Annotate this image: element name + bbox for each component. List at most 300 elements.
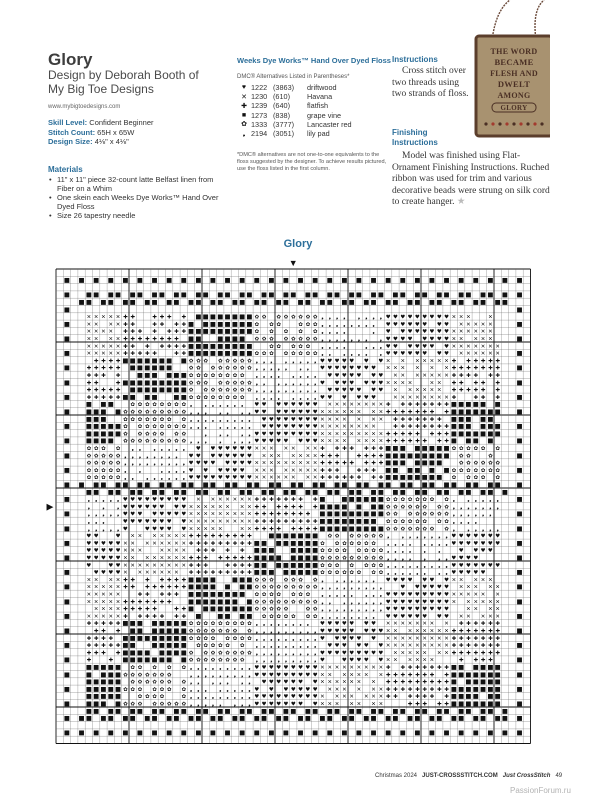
stitch-mark: ❟ bbox=[189, 409, 193, 416]
stitch-mark: ■ bbox=[217, 290, 224, 299]
stitch-mark: ✕ bbox=[152, 533, 157, 540]
stitch-mark: ✿ bbox=[385, 504, 391, 511]
stitch-mark: ✿ bbox=[298, 329, 303, 336]
stitch-mark: ♥ bbox=[385, 336, 391, 343]
stitch-mark: ✚ bbox=[93, 358, 99, 365]
stitch-mark: ■ bbox=[480, 414, 487, 423]
stitch-mark: ✿ bbox=[407, 526, 413, 533]
stitch-mark: ❟ bbox=[445, 555, 448, 562]
stitch-mark: ✕ bbox=[385, 358, 391, 365]
stitch-mark: ■ bbox=[428, 298, 435, 307]
stitch-mark: ■ bbox=[487, 684, 494, 693]
stitch-mark: ✕ bbox=[495, 584, 500, 591]
stitch-mark: ✿ bbox=[283, 336, 289, 343]
stitch-mark: ♥ bbox=[414, 606, 420, 613]
stitch-mark: ✚ bbox=[415, 416, 420, 423]
stitch-mark: ✿ bbox=[217, 628, 223, 635]
stitch-mark: ✚ bbox=[407, 409, 413, 416]
stitch-mark: ■ bbox=[487, 276, 494, 285]
stitch-mark: ♥ bbox=[254, 402, 260, 409]
stitch-mark: ■ bbox=[107, 400, 114, 409]
floss-row bbox=[237, 120, 352, 129]
stitch-mark: ■ bbox=[348, 495, 355, 504]
stitch-mark: ✚ bbox=[261, 519, 267, 526]
stitch-mark: ✕ bbox=[327, 665, 333, 672]
stitch-mark: ♥ bbox=[283, 402, 289, 409]
stitch-mark: ♥ bbox=[181, 526, 187, 533]
stitch-mark: ■ bbox=[93, 677, 100, 686]
stitch-mark: ✕ bbox=[444, 643, 449, 650]
stitch-mark: ♥ bbox=[203, 460, 209, 467]
stitch-mark: ❟ bbox=[350, 606, 353, 613]
stitch-mark: ✕ bbox=[108, 613, 114, 620]
stitch-mark: ■ bbox=[239, 312, 246, 321]
stitch-mark: ✿ bbox=[254, 336, 260, 343]
stitch-mark: ✕ bbox=[466, 321, 471, 328]
stitch-mark: ■ bbox=[217, 341, 224, 350]
stitch-mark: ■ bbox=[348, 706, 355, 715]
stitch-mark: ✿ bbox=[269, 351, 274, 358]
stitch-mark: ✚ bbox=[101, 373, 106, 380]
stitch-mark: ✿ bbox=[152, 431, 157, 438]
stitch-mark: ■ bbox=[341, 298, 348, 307]
stitch-mark: ❟ bbox=[438, 562, 441, 569]
stitch-mark: ✕ bbox=[466, 613, 471, 620]
stitch-mark: ■ bbox=[290, 546, 297, 555]
photo-line: GLORY bbox=[500, 104, 528, 112]
stitch-mark: ❟ bbox=[365, 606, 368, 613]
stitch-mark: ❟ bbox=[284, 628, 288, 635]
stitch-mark: ❟ bbox=[248, 701, 251, 708]
stitch-mark: ■ bbox=[348, 290, 355, 299]
stitch-mark: ❟ bbox=[168, 475, 171, 482]
stitch-mark: ❟ bbox=[481, 497, 485, 504]
stitch-mark: ♥ bbox=[407, 592, 413, 599]
stitch-mark: ❟ bbox=[335, 314, 339, 321]
stitch-mark: ✕ bbox=[429, 380, 435, 387]
stitch-mark: ✿ bbox=[349, 533, 354, 540]
stitch-mark: ♥ bbox=[225, 475, 230, 482]
designer-website[interactable]: www.mybigtoedesigns.com bbox=[48, 104, 121, 110]
stitch-mark: ■ bbox=[385, 714, 392, 723]
stitch-mark: ✕ bbox=[480, 321, 486, 328]
stitch-mark: ■ bbox=[465, 422, 472, 431]
stitch-mark: ✿ bbox=[159, 438, 165, 445]
stitch-mark: ■ bbox=[392, 473, 399, 482]
stitch-mark: ♥ bbox=[341, 387, 347, 394]
stitch-mark: ■ bbox=[115, 670, 122, 679]
stitch-mark: ✿ bbox=[86, 467, 92, 474]
stitch-mark: ■ bbox=[151, 298, 158, 307]
stitch-mark: ♥ bbox=[349, 628, 355, 635]
stitch-mark: ♥ bbox=[422, 321, 428, 328]
floss-row bbox=[237, 101, 352, 110]
stitch-mark: ■ bbox=[151, 392, 158, 401]
stitch-mark: ✿ bbox=[86, 446, 92, 453]
stitch-mark: ♥ bbox=[429, 329, 435, 336]
stitch-mark: ❟ bbox=[387, 555, 390, 562]
stitch-mark: ✿ bbox=[473, 467, 479, 474]
stitch-mark: ✚ bbox=[283, 511, 289, 518]
stitch-mark: ■ bbox=[414, 276, 421, 285]
stitch-mark: ■ bbox=[115, 692, 122, 701]
stitch-mark: ■ bbox=[209, 276, 216, 285]
stitch-mark: ♥ bbox=[363, 394, 369, 401]
site-url[interactable]: JUST-CROSSSTITCH.COM bbox=[422, 773, 498, 779]
stitch-mark: ✚ bbox=[247, 555, 252, 562]
stitch-mark: ■ bbox=[297, 298, 304, 307]
stitch-mark: ✚ bbox=[137, 329, 143, 336]
stitch-mark: ■ bbox=[180, 619, 187, 628]
stitch-mark: ✿ bbox=[174, 402, 179, 409]
stitch-mark: ❟ bbox=[474, 511, 477, 518]
stitch-mark: ❟ bbox=[233, 402, 236, 409]
stitch-mark: ✿ bbox=[371, 555, 376, 562]
stitch-mark: ♥ bbox=[327, 621, 333, 628]
stitch-mark: ■ bbox=[166, 641, 173, 650]
stitch-mark: ♥ bbox=[487, 533, 493, 540]
stitch-mark: ♥ bbox=[305, 431, 311, 438]
stitch-mark: ✕ bbox=[181, 562, 187, 569]
stitch-mark: ♥ bbox=[305, 416, 311, 423]
stitch-mark: ✿ bbox=[225, 387, 230, 394]
stitch-mark: ■ bbox=[115, 487, 122, 496]
stitch-mark: ✚ bbox=[495, 621, 500, 628]
stitch-mark: ❟ bbox=[379, 343, 382, 350]
stitch-mark: ✚ bbox=[327, 460, 333, 467]
stitch-mark: ✕ bbox=[210, 504, 216, 511]
stitch-mark: ✚ bbox=[466, 365, 471, 372]
stitch-mark: ✿ bbox=[232, 373, 238, 380]
stitch-mark: ♥ bbox=[217, 467, 223, 474]
stitch-mark: ✕ bbox=[422, 628, 427, 635]
stitch-mark: ❟ bbox=[277, 635, 280, 642]
stitch-mark: ♥ bbox=[276, 672, 282, 679]
stitch-mark: ❟ bbox=[124, 467, 127, 474]
stitch-mark: ❟ bbox=[335, 343, 339, 350]
stitch-mark: ✕ bbox=[407, 657, 413, 664]
stitch-mark: ❟ bbox=[343, 584, 346, 591]
stitch-mark: ❟ bbox=[255, 358, 258, 365]
stitch-mark: ■ bbox=[421, 458, 428, 467]
stitch-mark: ■ bbox=[312, 487, 319, 496]
stitch-mark: ♥ bbox=[298, 686, 303, 693]
floss-number: 1222 bbox=[251, 83, 268, 93]
stitch-mark: ❟ bbox=[365, 592, 368, 599]
stitch-mark: ❟ bbox=[365, 577, 368, 584]
stitch-mark: ❟ bbox=[445, 533, 448, 540]
stitch-mark: ✚ bbox=[225, 570, 230, 577]
stitch-mark: ❟ bbox=[95, 511, 98, 518]
stitch-mark: ✕ bbox=[327, 672, 333, 679]
stitch-mark: ✕ bbox=[261, 453, 267, 460]
stitch-mark: ♥ bbox=[436, 606, 442, 613]
stitch-mark: ✕ bbox=[349, 665, 354, 672]
stitch-mark: ✿ bbox=[458, 446, 464, 453]
stitch-mark: ■ bbox=[428, 444, 435, 453]
stitch-mark: ♥ bbox=[254, 438, 260, 445]
stitch-mark: ✚ bbox=[123, 584, 128, 591]
stitch-mark: ♥ bbox=[101, 540, 106, 547]
stitch-mark: ■ bbox=[516, 538, 523, 547]
stitch-mark: ✿ bbox=[356, 555, 362, 562]
stitch-mark: ♥ bbox=[122, 511, 128, 518]
stitch-mark: ✚ bbox=[429, 409, 435, 416]
stitch-mark: ■ bbox=[136, 728, 143, 737]
stitch-mark: ✕ bbox=[393, 387, 398, 394]
stitch-mark: ✕ bbox=[188, 526, 194, 533]
stitch-mark: ✕ bbox=[232, 519, 238, 526]
stitch-mark: ✿ bbox=[188, 628, 194, 635]
materials-heading: Materials bbox=[48, 165, 83, 174]
stitch-mark: ✚ bbox=[400, 402, 406, 409]
stitch-mark: ✿ bbox=[436, 504, 442, 511]
stitch-mark: ■ bbox=[217, 714, 224, 723]
stitch-mark: ✚ bbox=[86, 657, 92, 664]
stitch-mark: ✕ bbox=[334, 431, 340, 438]
stitch-mark: ❟ bbox=[438, 548, 441, 555]
stitch-mark: ■ bbox=[428, 451, 435, 460]
stitch-mark: ■ bbox=[268, 487, 275, 496]
stitch-mark: ■ bbox=[377, 706, 384, 715]
stitch-mark: ✿ bbox=[429, 511, 435, 518]
stitch-mark: ■ bbox=[231, 604, 238, 613]
design-size bbox=[48, 137, 154, 147]
stitch-mark: ■ bbox=[107, 663, 114, 672]
stitch-mark: ■ bbox=[487, 699, 494, 708]
stitch-mark: ■ bbox=[458, 429, 465, 438]
stitch-mark: ■ bbox=[355, 728, 362, 737]
stitch-mark: ❟ bbox=[394, 540, 397, 547]
stitch-mark: ✚ bbox=[451, 380, 457, 387]
stitch-mark: ✿ bbox=[181, 701, 187, 708]
stitch-mark: ❟ bbox=[219, 665, 222, 672]
stitch-mark: ♥ bbox=[371, 365, 376, 372]
stitch-mark: ✕ bbox=[101, 343, 106, 350]
stitch-mark: ✚ bbox=[254, 519, 260, 526]
stitch-mark: ❟ bbox=[365, 613, 368, 620]
stitch-mark: ■ bbox=[516, 363, 523, 372]
stitch-mark: ❟ bbox=[233, 701, 236, 708]
stitch-mark: ■ bbox=[516, 276, 523, 285]
stitch-mark: ♥ bbox=[217, 446, 223, 453]
stitch-mark: ♥ bbox=[312, 701, 318, 708]
stitch-mark: ✕ bbox=[371, 679, 376, 686]
stitch-mark: ✿ bbox=[327, 562, 333, 569]
stitch-mark: ♥ bbox=[152, 497, 157, 504]
stitch-mark: ✚ bbox=[210, 548, 216, 555]
stitch-mark: ✕ bbox=[144, 555, 150, 562]
stitch-mark: ■ bbox=[326, 517, 333, 526]
stitch-mark: ♥ bbox=[407, 336, 413, 343]
stitch-mark: ■ bbox=[115, 429, 122, 438]
stitch-mark: ■ bbox=[129, 298, 136, 307]
stitch-mark: ✚ bbox=[400, 409, 406, 416]
stitch-mark: ✚ bbox=[385, 665, 391, 672]
stitch-mark: ■ bbox=[261, 553, 268, 562]
stitch-mark: ♥ bbox=[414, 351, 420, 358]
stitch-mark: ❟ bbox=[306, 373, 309, 380]
stitch-mark: ✿ bbox=[298, 351, 303, 358]
stitch-mark: ■ bbox=[115, 663, 122, 672]
stitch-mark: ✿ bbox=[232, 394, 238, 401]
stitch-mark: ✿ bbox=[181, 679, 187, 686]
stitch-mark: ✕ bbox=[327, 679, 333, 686]
stitch-mark: ✕ bbox=[254, 475, 260, 482]
stitch-mark: ❟ bbox=[306, 387, 309, 394]
stitch-mark: ✚ bbox=[320, 460, 325, 467]
stitch-mark: ■ bbox=[472, 436, 479, 445]
stitch-mark: ✿ bbox=[166, 402, 172, 409]
stitch-mark: ✕ bbox=[393, 628, 398, 635]
stitch-mark: ✕ bbox=[444, 635, 449, 642]
stitch-mark: ♥ bbox=[239, 453, 245, 460]
stitch-mark: ✕ bbox=[130, 562, 135, 569]
floss-key bbox=[237, 83, 352, 138]
stitch-mark: ✕ bbox=[254, 446, 260, 453]
stitch-mark: ✕ bbox=[458, 321, 464, 328]
stitch-mark: ■ bbox=[290, 553, 297, 562]
stitch-mark: ■ bbox=[414, 458, 421, 467]
stitch-mark: ✚ bbox=[247, 562, 252, 569]
stitch-mark: ✚ bbox=[334, 460, 340, 467]
stitch-mark: ■ bbox=[516, 319, 523, 328]
stitch-mark: ✕ bbox=[181, 548, 187, 555]
stitch-mark: ✚ bbox=[480, 365, 486, 372]
stitch-mark: ✕ bbox=[152, 555, 157, 562]
stitch-mark: ♥ bbox=[276, 694, 282, 701]
stitch-mark: ✿ bbox=[495, 467, 500, 474]
stitch-mark: ✿ bbox=[225, 365, 230, 372]
stitch-mark: ✿ bbox=[276, 584, 281, 591]
stitch-mark: ♥ bbox=[86, 555, 92, 562]
stitch-mark: ■ bbox=[253, 714, 260, 723]
stitch-mark: ✚ bbox=[473, 387, 479, 394]
stitch-mark: ❟ bbox=[226, 431, 229, 438]
stitch-mark: ❟ bbox=[284, 621, 288, 628]
stitch-mark: ■ bbox=[392, 298, 399, 307]
stitch-mark: ■ bbox=[224, 597, 231, 606]
stitch-mark: ✚ bbox=[444, 672, 449, 679]
stitch-mark: ✕ bbox=[415, 387, 420, 394]
stitch-mark: ✕ bbox=[342, 402, 347, 409]
stitch-mark: ♥ bbox=[101, 548, 106, 555]
stitch-mark: ■ bbox=[516, 655, 523, 664]
stitch-mark: ■ bbox=[436, 706, 443, 715]
stitch-mark: ♥ bbox=[290, 424, 296, 431]
stitch-mark: ✕ bbox=[480, 329, 486, 336]
stitch-mark: ♥ bbox=[298, 701, 303, 708]
stitch-mark: ✚ bbox=[363, 460, 369, 467]
stitch-mark: ■ bbox=[428, 714, 435, 723]
stitch-mark: ■ bbox=[494, 298, 501, 307]
stitch-mark: ✿ bbox=[159, 409, 165, 416]
stitch-mark: ❟ bbox=[401, 570, 404, 577]
stitch-mark: ♥ bbox=[356, 387, 362, 394]
stitch-mark: ■ bbox=[63, 276, 70, 285]
stitch-mark: ✕ bbox=[473, 321, 479, 328]
stitch-mark: ✿ bbox=[203, 657, 208, 664]
stitch-mark: ■ bbox=[115, 684, 122, 693]
stitch-mark: ✿ bbox=[159, 701, 165, 708]
stitch-mark: ✕ bbox=[283, 467, 289, 474]
stitch-mark: ✕ bbox=[400, 365, 406, 372]
stitch-mark: ■ bbox=[399, 480, 406, 489]
stitch-mark: ✕ bbox=[422, 643, 427, 650]
stitch-mark: ■ bbox=[93, 414, 100, 423]
stitch-mark: ✚ bbox=[407, 686, 413, 693]
stitch-mark: ■ bbox=[326, 728, 333, 737]
stitch-mark: ✿ bbox=[232, 380, 238, 387]
stitch-mark: ✕ bbox=[144, 562, 150, 569]
stitch-mark: ■ bbox=[436, 458, 443, 467]
stitch-mark: ■ bbox=[465, 290, 472, 299]
stitch-mark: ✿ bbox=[93, 467, 99, 474]
stitch-mark: ❟ bbox=[255, 657, 258, 664]
photo-line: THE WORD bbox=[490, 47, 538, 56]
stitch-mark: ✚ bbox=[495, 650, 500, 657]
stitch-mark: ■ bbox=[282, 538, 289, 547]
stitch-mark: ❟ bbox=[116, 497, 120, 504]
stitch-mark: ■ bbox=[246, 312, 253, 321]
stitch-mark: ✕ bbox=[93, 321, 99, 328]
stitch-mark: ✿ bbox=[298, 343, 303, 350]
stitch-mark: ■ bbox=[407, 465, 414, 474]
stitch-mark: ✚ bbox=[385, 431, 391, 438]
stitch-mark: ❟ bbox=[219, 694, 222, 701]
stitch-mark: ■ bbox=[136, 655, 143, 664]
stitch-mark: ✿ bbox=[261, 613, 267, 620]
stitch-mark: ■ bbox=[385, 465, 392, 474]
stitch-mark: ■ bbox=[392, 465, 399, 474]
stitch-mark: ❟ bbox=[321, 329, 324, 336]
stitch-mark: ■ bbox=[217, 590, 224, 599]
stitch-mark: ✕ bbox=[473, 577, 479, 584]
materials-item: • Size 26 tapestry needle bbox=[48, 211, 228, 220]
stitch-mark: ♥ bbox=[444, 336, 449, 343]
stitch-mark: ♥ bbox=[444, 613, 449, 620]
stitch-mark: ♥ bbox=[356, 373, 362, 380]
stitch-mark: ■ bbox=[472, 728, 479, 737]
stitch-mark: ✕ bbox=[407, 650, 413, 657]
stitch-mark: ✿ bbox=[181, 438, 187, 445]
stitch-mark: ✚ bbox=[473, 358, 479, 365]
stitch-mark: ✚ bbox=[407, 402, 413, 409]
stitch-mark: ■ bbox=[253, 480, 260, 489]
stitch-mark: ■ bbox=[377, 480, 384, 489]
stitch-mark: ✿ bbox=[393, 504, 398, 511]
stitch-mark: ♥ bbox=[320, 628, 325, 635]
stitch-mark: ✚ bbox=[108, 358, 114, 365]
stitch-mark: ■ bbox=[63, 582, 70, 591]
stitch-mark: ✕ bbox=[371, 701, 376, 708]
stitch-mark: ❟ bbox=[255, 365, 258, 372]
stitch-mark: ✿ bbox=[152, 672, 157, 679]
stitch-mark: ✕ bbox=[305, 475, 311, 482]
stitch-mark: ❟ bbox=[226, 679, 229, 686]
stitch-mark: ✚ bbox=[123, 599, 128, 606]
stitch-mark: ■ bbox=[129, 633, 136, 642]
stitch-mark: ■ bbox=[290, 706, 297, 715]
stitch-mark: ■ bbox=[195, 298, 202, 307]
stitch-mark: ✕ bbox=[473, 606, 479, 613]
stitch-mark: ■ bbox=[268, 568, 275, 577]
stitch-mark: ■ bbox=[516, 509, 523, 518]
stitch-mark: ♥ bbox=[414, 343, 420, 350]
plus-icon: ✚ bbox=[241, 102, 247, 110]
stitch-mark: ■ bbox=[246, 575, 253, 584]
stitch-mark: ■ bbox=[100, 400, 107, 409]
